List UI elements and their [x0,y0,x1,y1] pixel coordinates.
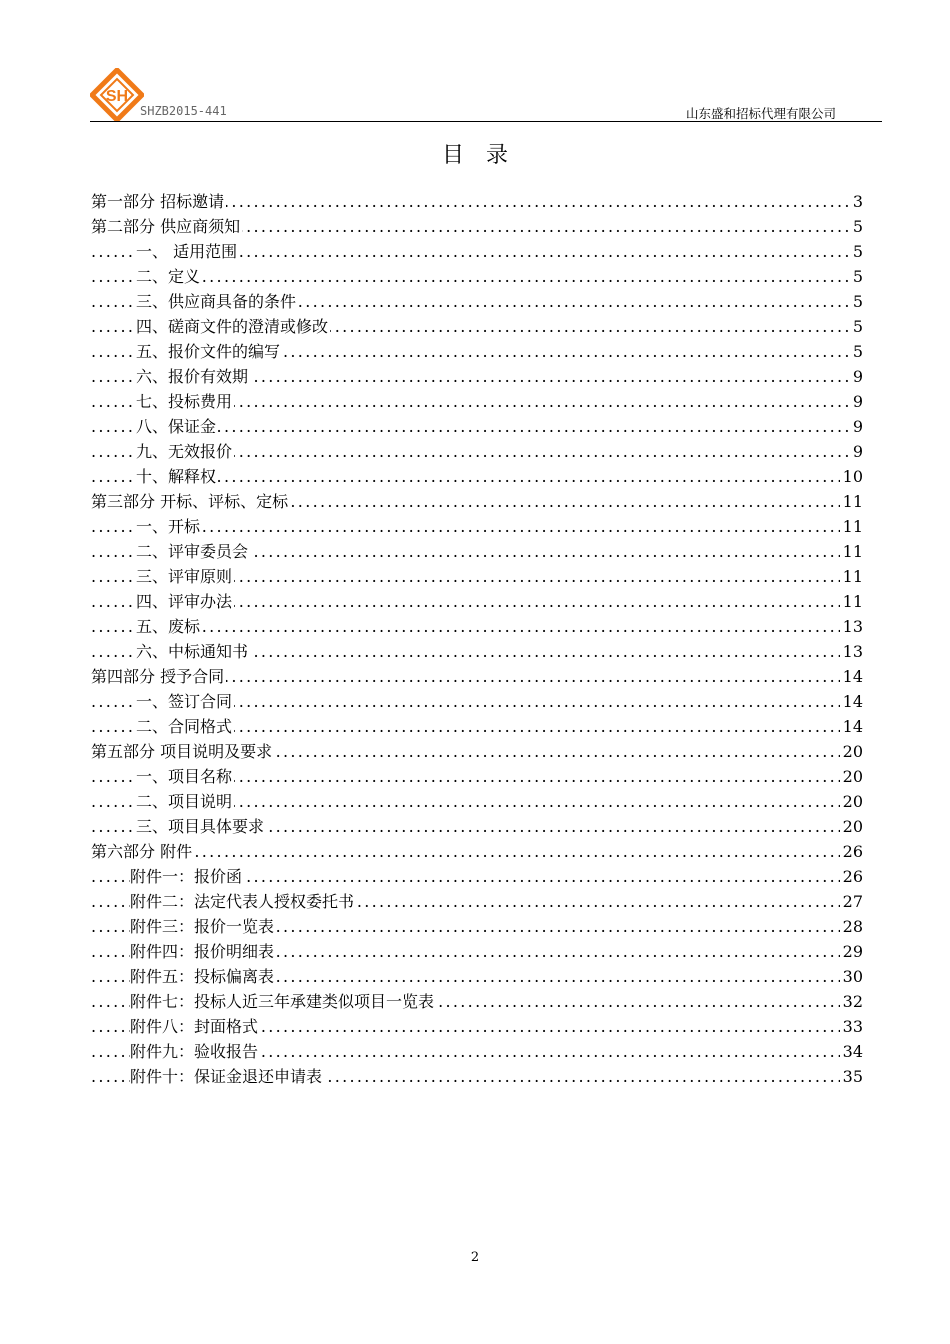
toc-entry-label: 四、评审办法 [136,589,234,614]
toc-entry-label: 五、报价文件的编写 [136,339,282,364]
toc-entry[interactable] [91,514,863,539]
toc-entry-label: 附件二：法定代表人授权委托书 [130,889,356,914]
toc-entry-page: 30 [840,964,863,989]
toc-entry-page: 9 [850,414,863,439]
toc-entry[interactable] [91,889,863,914]
toc-entry-page: 20 [840,814,863,839]
toc-entry-page: 33 [840,1014,863,1039]
toc-entry-page: 5 [850,339,863,364]
toc-entry-page: 20 [840,789,863,814]
toc-entry[interactable] [91,189,863,214]
toc-entry-label: 附件一：报价函 [130,864,244,889]
toc-entry-page: 20 [840,739,863,764]
toc-entry-label: 六、报价有效期 [136,364,250,389]
toc-entry-page: 13 [840,639,863,664]
toc-entry[interactable] [91,239,863,264]
toc-entry[interactable] [91,364,863,389]
toc-entry-label: 第三部分 开标、评标、定标 [91,489,290,514]
toc-entry-label: 附件十：保证金退还申请表 [130,1064,324,1089]
toc-entry-label: 第二部分 供应商须知 [91,214,242,239]
toc-entry[interactable] [91,914,863,939]
toc-entry-page: 11 [840,564,863,589]
toc-entry[interactable] [91,414,863,439]
toc-entry-page: 3 [850,189,863,214]
toc-entry-label: 一、开标 [136,514,202,539]
page-title: 目录 [441,143,530,168]
toc-entry-page: 11 [840,589,863,614]
toc-entry-page: 5 [850,239,863,264]
toc-entry[interactable] [91,1014,863,1039]
toc-entry-page: 34 [840,1039,863,1064]
toc-entry-label: 附件八：封面格式 [130,1014,260,1039]
toc-entry-label: 附件五：投标偏离表 [130,964,276,989]
toc-entry[interactable] [91,614,863,639]
toc-entry-page: 5 [850,214,863,239]
toc-entry-label: 六、中标通知书 [136,639,250,664]
toc-entry-page: 9 [850,364,863,389]
toc-leader-dots [91,514,863,539]
toc-entry[interactable] [91,439,863,464]
toc-entry[interactable] [91,789,863,814]
toc-entry-page: 28 [840,914,863,939]
toc-entry[interactable] [91,639,863,664]
toc-entry[interactable] [91,589,863,614]
toc-entry-page: 26 [840,839,863,864]
toc-entry-label: 三、供应商具备的条件 [136,289,298,314]
toc-entry[interactable] [91,289,863,314]
toc-entry[interactable] [91,939,863,964]
toc-entry-label: 八、保证金 [136,414,218,439]
toc-entry[interactable] [91,1039,863,1064]
toc-entry-page: 5 [850,264,863,289]
toc-entry[interactable] [91,564,863,589]
toc-entry-label: 附件四：报价明细表 [130,939,276,964]
toc-leader-dots [91,614,863,639]
toc-entry-page: 26 [840,864,863,889]
toc-entry[interactable] [91,1064,863,1089]
table-of-contents [91,189,863,1089]
toc-entry-label: 五、废标 [136,614,202,639]
toc-entry-label: 九、无效报价 [136,439,234,464]
toc-entry[interactable] [91,314,863,339]
toc-entry[interactable] [91,464,863,489]
document-code: SHZB2015-441 [140,104,227,118]
toc-leader-dots [91,264,863,289]
toc-entry-label: 第六部分 附件 [91,839,194,864]
toc-entry-label: 第四部分 授予合同 [91,664,226,689]
toc-entry-label: 三、评审原则 [136,564,234,589]
toc-entry-label: 四、磋商文件的澄清或修改 [136,314,330,339]
toc-entry[interactable] [91,489,863,514]
toc-entry-page: 35 [840,1064,863,1089]
toc-entry-page: 11 [840,539,863,564]
toc-entry-page: 11 [840,489,863,514]
toc-entry[interactable] [91,539,863,564]
header-divider [90,121,882,122]
toc-entry-label: 附件七：投标人近三年承建类似项目一览表 [130,989,436,1014]
toc-entry[interactable] [91,989,863,1014]
toc-entry-label: 二、合同格式 [136,714,234,739]
toc-entry-page: 5 [850,289,863,314]
toc-entry[interactable] [91,689,863,714]
toc-entry-page: 14 [840,714,863,739]
toc-entry-label: 附件九：验收报告 [130,1039,260,1064]
toc-entry-label: 七、投标费用 [136,389,234,414]
toc-entry[interactable] [91,214,863,239]
toc-entry-label: 三、项目具体要求 [136,814,266,839]
toc-entry[interactable] [91,864,863,889]
company-name: 山东盛和招标代理有限公司 [685,106,836,121]
toc-entry[interactable] [91,389,863,414]
toc-entry[interactable] [91,264,863,289]
toc-entry-page: 9 [850,389,863,414]
page-number: 2 [470,1250,480,1265]
toc-entry[interactable] [91,964,863,989]
toc-entry-label: 二、定义 [136,264,202,289]
toc-entry-page: 27 [840,889,863,914]
toc-entry-label: 第一部分 招标邀请 [91,189,226,214]
toc-entry[interactable] [91,714,863,739]
toc-entry[interactable] [91,664,863,689]
page-header [90,60,882,124]
toc-entry-label: 第五部分 项目说明及要求 [91,739,274,764]
toc-entry-label: 二、项目说明 [136,789,234,814]
toc-entry-page: 5 [850,314,863,339]
toc-entry-label: 一、项目名称 [136,764,234,789]
toc-entry-page: 14 [840,664,863,689]
toc-entry-page: 20 [840,764,863,789]
toc-entry-label: 一、签订合同 [136,689,234,714]
company-logo-icon [90,68,144,122]
toc-entry[interactable] [91,739,863,764]
toc-entry-page: 14 [840,689,863,714]
toc-entry-label: 十、解释权 [136,464,218,489]
toc-entry[interactable] [91,339,863,364]
toc-entry-page: 13 [840,614,863,639]
toc-entry-page: 29 [840,939,863,964]
toc-entry-page: 9 [850,439,863,464]
toc-entry[interactable] [91,839,863,864]
toc-entry-page: 10 [840,464,863,489]
toc-entry[interactable] [91,764,863,789]
toc-entry-label: 一、 适用范围 [136,239,239,264]
toc-entry[interactable] [91,814,863,839]
toc-entry-label: 附件三：报价一览表 [130,914,276,939]
toc-entry-page: 32 [840,989,863,1014]
toc-entry-page: 11 [840,514,863,539]
toc-entry-label: 二、评审委员会 [136,539,250,564]
logo-text: SH [105,88,129,105]
toc-leader-dots [91,839,863,864]
